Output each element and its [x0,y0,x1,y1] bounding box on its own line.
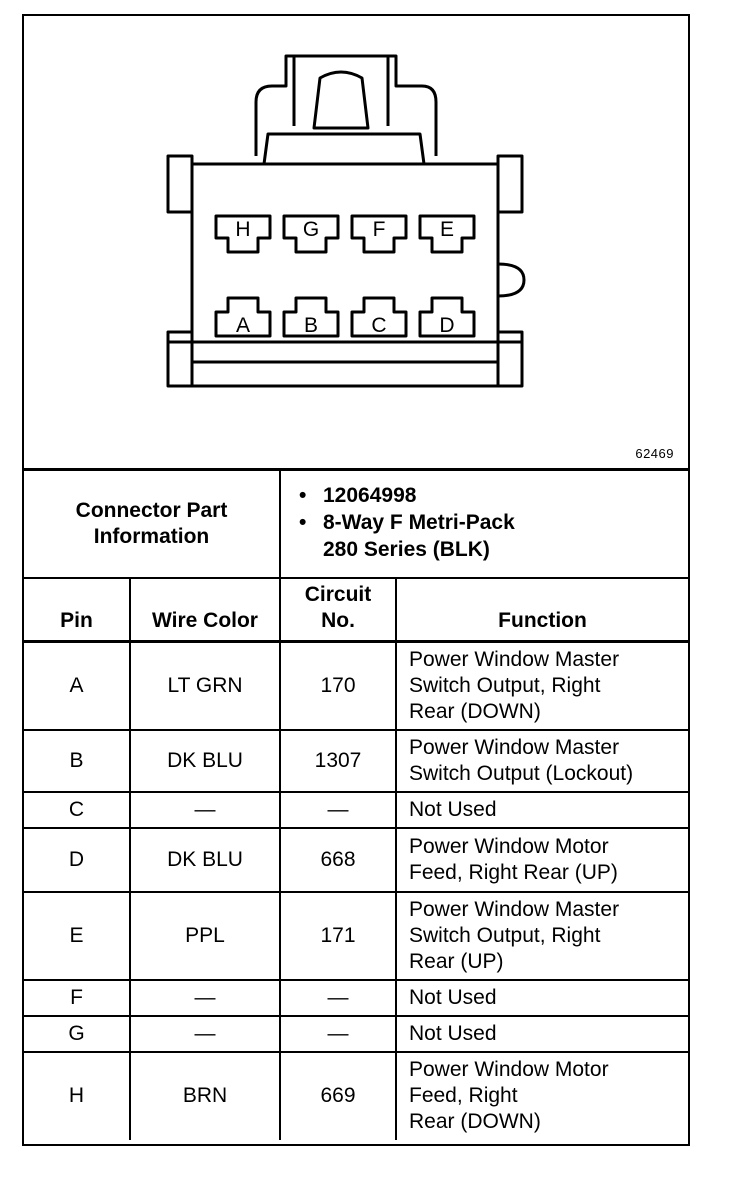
lock-latch [294,56,388,128]
pin-cell: G [24,1016,130,1052]
header-row [24,578,688,642]
function-line: Not Used [409,1021,497,1045]
table-row [24,730,688,792]
connector-info-values [280,470,688,578]
function-line: Not Used [409,985,497,1009]
wire-color-cell: — [130,1016,280,1052]
function-cell [396,1052,688,1140]
header-circuit-line1: Circuit [304,583,372,606]
table-row [24,1016,688,1052]
pin-label-b: B [303,314,319,337]
table-row [24,1052,688,1140]
function-cell [396,1016,688,1052]
function-cell [396,642,688,730]
table-row [24,828,688,892]
circuit-cell: 1307 [280,730,396,792]
connector-description [323,509,688,563]
rail-left-bottom [168,332,192,386]
connector-info-label [24,470,280,578]
rail-right-top [498,156,522,212]
function-line: Switch Output, Right [409,673,601,697]
polarizing-key [498,264,524,296]
function-line: Power Window Master [409,735,620,759]
connector-base [168,342,522,362]
pin-label-g: G [302,218,320,241]
pin-cell: C [24,792,130,828]
wire-color-cell: DK BLU [130,828,280,892]
pin-label-f: F [372,218,386,241]
pin-cell: H [24,1052,130,1140]
pin-label-a: A [235,314,251,337]
part-number: • 12064998 [323,482,688,509]
header-circuit [280,578,396,642]
circuit-cell: 170 [280,642,396,730]
connector-body [192,164,498,386]
function-cell [396,730,688,792]
function-line: Power Window Master [409,647,620,671]
function-line: Power Window Motor [409,834,609,858]
table-row [24,642,688,730]
connector-info-label-line1: Connector Part [75,498,228,522]
function-line: Switch Output, Right [409,923,601,947]
rail-right-bottom [498,332,522,386]
wire-color-cell: BRN [130,1052,280,1140]
function-cell [396,828,688,892]
pinout-table [24,468,688,1140]
connector-info-row [24,470,688,578]
figure-id: 62469 [635,446,674,461]
lock-bar [264,134,424,164]
table-row [24,892,688,980]
function-line: Feed, Right [409,1084,518,1107]
circuit-cell: 669 [280,1052,396,1140]
connector-description-line1: • 8-Way F Metri-Pack [323,511,515,535]
header-circuit-line2: No. [321,609,355,632]
function-line: Feed, Right Rear (UP) [409,860,618,884]
function-cell [396,892,688,980]
connector-description-line2: 280 Series (BLK) [323,538,490,562]
table-row [24,980,688,1016]
wire-color-cell: — [130,980,280,1016]
circuit-cell: 171 [280,892,396,980]
function-line: Rear (DOWN) [409,1110,541,1133]
cavity-bottom-row [216,298,474,336]
wire-color-cell: — [130,792,280,828]
connector-face-diagram [24,16,688,468]
wire-color-cell: LT GRN [130,642,280,730]
pin-cell: A [24,642,130,730]
circuit-cell: — [280,792,396,828]
circuit-cell: — [280,1016,396,1052]
function-line: Rear (UP) [409,949,504,973]
pin-label-e: E [439,218,455,241]
header-pin: Pin [24,578,130,642]
function-line: Switch Output (Lockout) [409,761,634,785]
pin-label-d: D [439,314,455,337]
pin-cell: B [24,730,130,792]
pin-cell: E [24,892,130,980]
connector-info-label-line2: Information [93,524,210,548]
connector-sheet [22,14,690,1146]
pin-label-h: H [235,218,251,241]
function-line: Power Window Master [409,897,620,921]
pin-cell: F [24,980,130,1016]
function-cell [396,980,688,1016]
rail-left-top [168,156,192,212]
header-wire-color: Wire Color [130,578,280,642]
function-cell [396,792,688,828]
pin-cell: D [24,828,130,892]
circuit-cell: — [280,980,396,1016]
function-line: Power Window Motor [409,1058,609,1081]
wire-color-cell: DK BLU [130,730,280,792]
header-function: Function [396,578,688,642]
pinout-rows [24,642,688,1140]
function-line: Rear (DOWN) [409,699,541,723]
cavity-top-row [216,216,474,252]
circuit-cell: 668 [280,828,396,892]
wire-color-cell: PPL [130,892,280,980]
function-line: Not Used [409,797,497,821]
table-row [24,792,688,828]
pin-label-c: C [371,314,387,337]
